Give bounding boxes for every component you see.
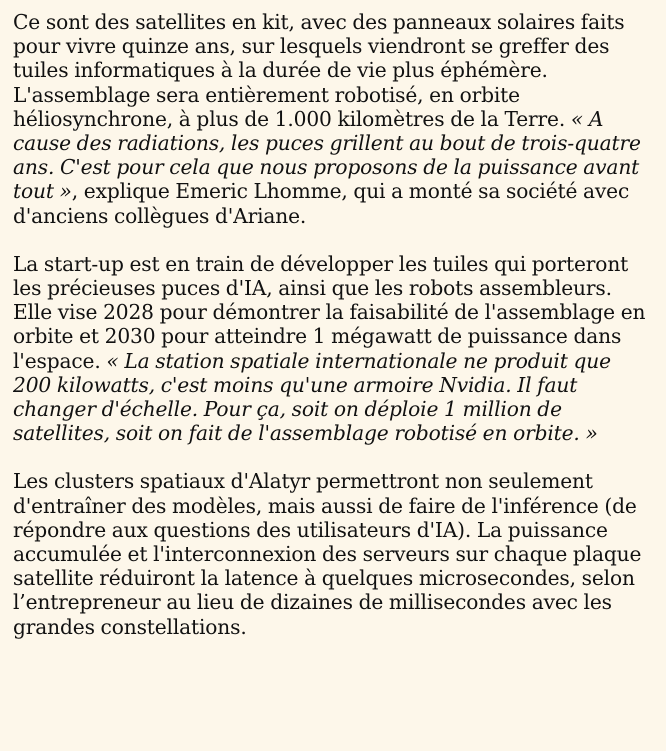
paragraph-clusters — [13, 469, 653, 638]
quote-station-spatiale: « La station spatiale internationale ne produit que 200 kilowatts, c'est moins qu'une armoire Nvidia. Il faut changer d'échelle. Pour ça, soit on déploie 1 million de satellites, soit on fait de l'assemblage robotisé en orbite. » — [13, 348, 611, 446]
quote-radiations: « A cause des radiations, les puces grillent au bout de trois-quatre ans. C'est pour cela que nous proposons de la puissance avant tout » — [13, 106, 641, 204]
paragraph-text: Ce sont des satellites en kit, avec des panneaux solaires faits pour vivre quinze ans, sur lesquels viendront se greffer des tuiles informatiques à la durée de vie plus éphémère. L'assemblage sera entièrement robotisé, en orbite héliosynchrone, à plus de 1.000 kilomètres de la Terre. — [13, 10, 625, 131]
paragraph-text: La start-up est en train de développer les tuiles qui porteront les précieuses puces d'IA, ainsi que les robots assembleurs. Elle vise 2028 pour démontrer la faisabilité de l'assemblage en orbite et 2030 pour atteindre 1 mégawatt de puissance dans l'espace. — [13, 251, 646, 373]
paragraph-start-up — [13, 252, 653, 446]
paragraph-satellites-kit — [13, 10, 653, 228]
paragraph-text: Les clusters spatiaux d'Alatyr permettront non seulement d'entraîner des modèles, mais aussi de faire de l'inférence (de répondre aux questions des utilisateurs d'IA). La puissance accumulée et l'interconnexion des serveurs sur chaque plaque satellite réduiront la latence à quelques microsecondes, selon l’entrepreneur au lieu de dizaines de millisecondes avec les grandes constellations. — [13, 469, 642, 639]
paragraph-text: , explique Emeric Lhomme, qui a monté sa société avec d'anciens collègues d'Ariane. — [13, 179, 630, 228]
